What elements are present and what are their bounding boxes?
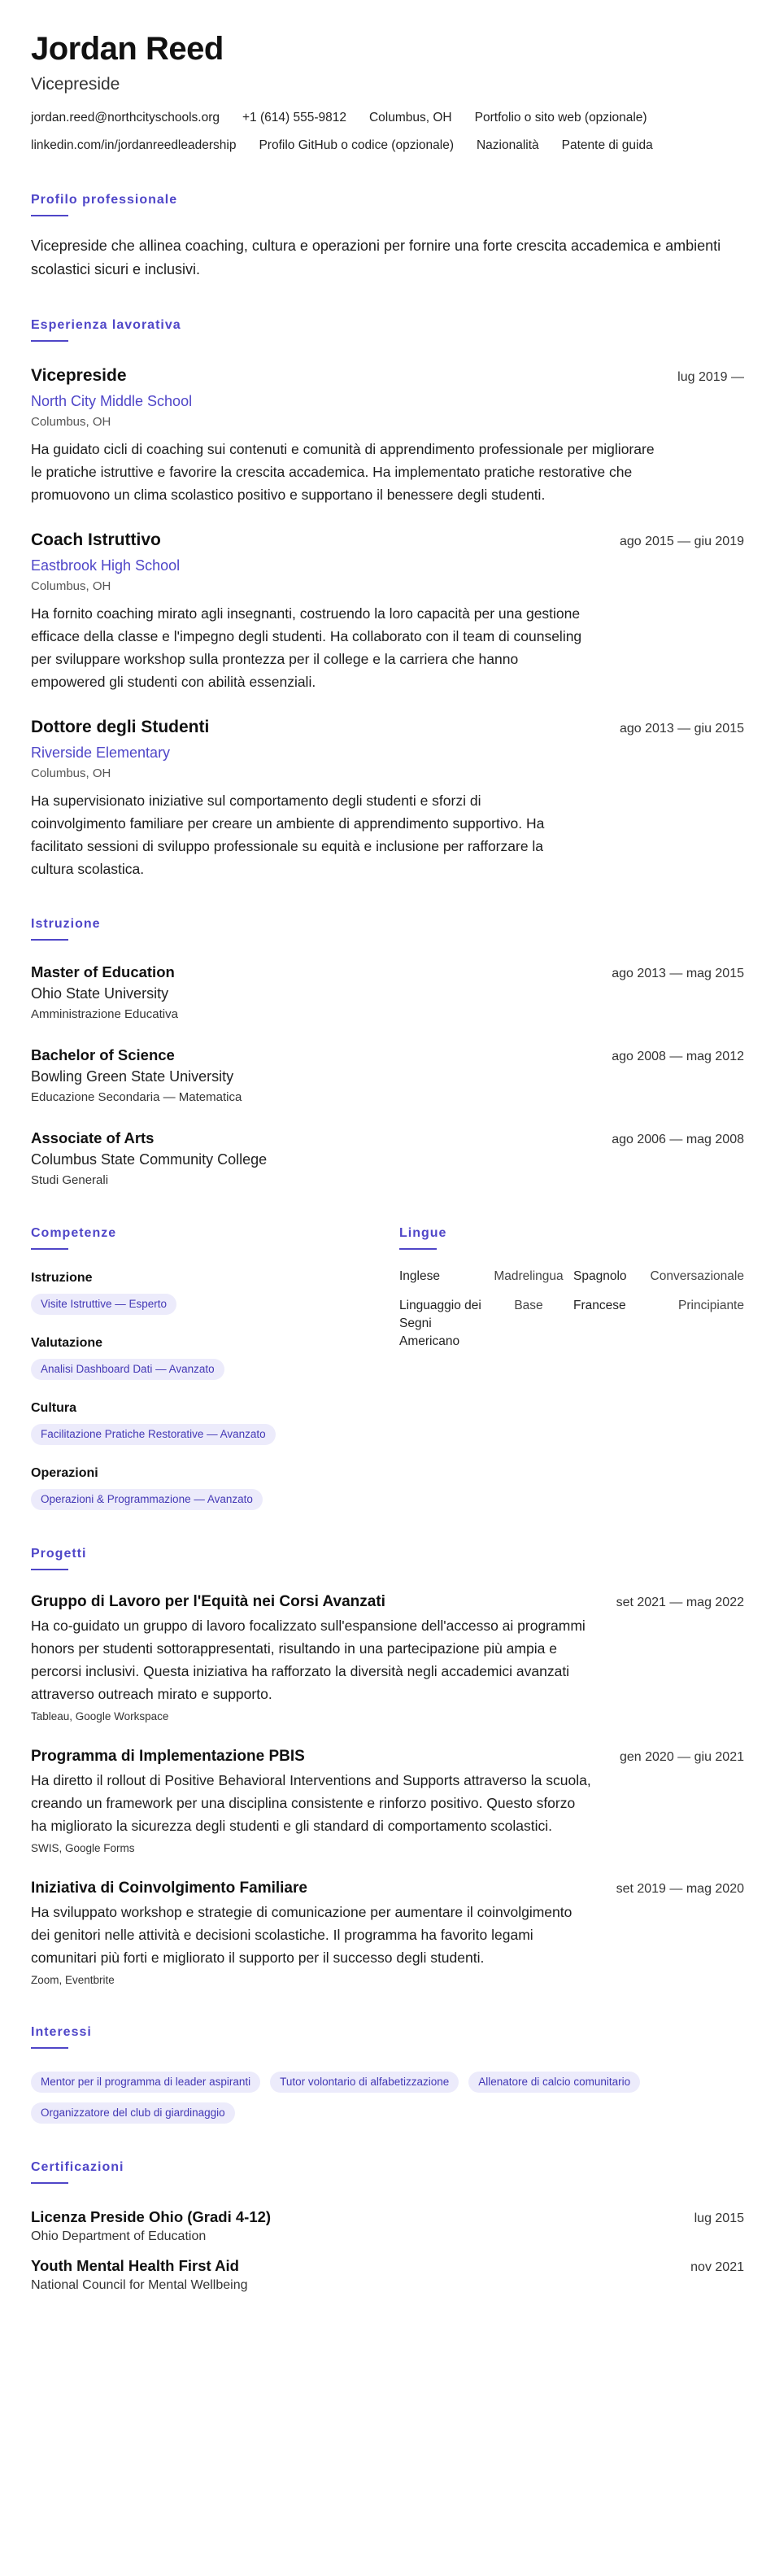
project-title: Gruppo di Lavoro per l'Equità nei Corsi Avanzati: [31, 1593, 385, 1610]
job-title: Dottore degli Studenti: [31, 718, 210, 736]
education-date: ago 2008 — mag 2012: [612, 1050, 744, 1063]
experience-section: [31, 317, 744, 880]
education-school: Columbus State Community College: [31, 1151, 268, 1168]
project-title: Programma di Implementazione PBIS: [31, 1748, 305, 1765]
language-name: Francese: [573, 1299, 626, 1312]
resume-header: [31, 29, 744, 156]
language-list: [399, 1268, 744, 1351]
contact-github[interactable]: Profilo GitHub o codice (opzionale): [259, 138, 454, 152]
project-tools: SWIS, Google Forms: [31, 1842, 135, 1854]
candidate-role: Vicepreside: [31, 75, 120, 94]
certification-entry: [31, 2207, 744, 2246]
education-entry: [31, 1045, 744, 1107]
skill-pill: Analisi Dashboard Dati — Avanzato: [31, 1359, 224, 1380]
education-degree: Associate of Arts: [31, 1129, 155, 1146]
section-title: Istruzione: [31, 917, 101, 931]
section-title: Esperienza lavorativa: [31, 318, 181, 332]
contact-driving-license: Patente di guida: [561, 138, 653, 152]
section-title: Competenze: [31, 1226, 117, 1240]
section-divider: [399, 1248, 437, 1250]
profile-section: [31, 192, 744, 282]
language-level: Principiante: [678, 1299, 744, 1312]
language-level: Madrelingua: [494, 1269, 564, 1283]
job-date: ago 2015 — giu 2019: [619, 535, 744, 548]
section-title: Lingue: [399, 1226, 447, 1240]
language-name: Inglese: [399, 1269, 440, 1283]
languages-section: [399, 1225, 744, 1510]
job-entry: [31, 529, 744, 693]
job-description: Ha guidato cicli di coaching sui contenuti e comunità di apprendimento professionale per migliorare le pratiche istruttive e favorire la crescita accademica. Ha implementato pratiche restorative che promuovono un clima scolastico positivo e supportano il benessere degli studenti.: [31, 441, 655, 503]
contact-nationality: Nazionalità: [476, 138, 539, 152]
education-degree: Bachelor of Science: [31, 1046, 175, 1063]
interest-pill: Organizzatore del club di giardinaggio: [31, 2102, 235, 2124]
education-school: Ohio State University: [31, 985, 169, 1002]
skill-category: Istruzione: [31, 1271, 93, 1285]
education-degree: Master of Education: [31, 963, 175, 980]
project-entry: [31, 1878, 744, 1989]
project-entry: [31, 1746, 744, 1857]
skill-group: [31, 1334, 399, 1380]
certification-title: Licenza Preside Ohio (Gradi 4-12): [31, 2208, 272, 2225]
project-tools: Tableau, Google Workspace: [31, 1710, 169, 1722]
section-divider: [31, 1569, 68, 1570]
section-divider: [31, 215, 68, 216]
project-title: Iniziativa di Coinvolgimento Familiare: [31, 1880, 307, 1897]
candidate-name: Jordan Reed: [31, 31, 224, 67]
projects-section: [31, 1546, 744, 1989]
contact-linkedin[interactable]: linkedin.com/in/jordanreedleadership: [31, 138, 237, 152]
job-title: Vicepreside: [31, 366, 127, 385]
job-location: Columbus, OH: [31, 415, 111, 429]
section-divider: [31, 2182, 68, 2184]
skill-pill: Facilitazione Pratiche Restorative — Avanzato: [31, 1424, 276, 1445]
education-date: ago 2006 — mag 2008: [612, 1133, 744, 1146]
job-entry: [31, 716, 744, 880]
interest-pill: Tutor volontario di alfabetizzazione: [270, 2072, 459, 2093]
certification-entry: [31, 2255, 744, 2294]
project-description: Ha sviluppato workshop e strategie di comunicazione per aumentare il coinvolgimento dei genitori nelle attività e decisioni scolastiche. Il programma ha favorito legami comunitari più forti e migliorato il supporto per il successo degli studenti.: [31, 1904, 573, 1966]
skill-group: [31, 1465, 399, 1510]
certification-issuer: National Council for Mental Wellbeing: [31, 2278, 248, 2292]
section-title: Interessi: [31, 2025, 92, 2039]
interest-pill: Mentor per il programma di leader aspiranti: [31, 2072, 260, 2093]
job-company: Riverside Elementary: [31, 744, 171, 761]
interest-list: [31, 2065, 747, 2124]
contact-location: Columbus, OH: [368, 111, 452, 124]
skill-category: Operazioni: [31, 1466, 98, 1480]
project-description: Ha diretto il rollout di Positive Behavioral Interventions and Supports attraverso la scuola, creando un framework per una disciplina consistente e rinforzo positivo. Questo sforzo ha migliorato la sicurezza degli studenti e gli standard di comportamento scolastici.: [31, 1772, 591, 1834]
project-entry: [31, 1591, 744, 1725]
job-title: Coach Istruttivo: [31, 530, 161, 549]
section-title: Certificazioni: [31, 2160, 124, 2174]
project-tools: Zoom, Eventbrite: [31, 1974, 115, 1986]
certification-date: nov 2021: [690, 2260, 744, 2274]
job-description: Ha fornito coaching mirato agli insegnanti, costruendo la loro capacità per una gestione efficace della classe e l'impegno degli studenti. Ha collaborato con il team di counseling per sviluppare workshop sulla prontezza per il college e la carriera che hanno empowered gli studenti con abilità essenziali.: [31, 605, 582, 690]
skill-category: Valutazione: [31, 1336, 103, 1350]
contact-email[interactable]: jordan.reed@northcityschools.org: [31, 111, 220, 124]
job-location: Columbus, OH: [31, 766, 111, 780]
contact-list: [31, 107, 747, 156]
job-date: lug 2019 —: [677, 370, 744, 384]
education-entry: [31, 1128, 744, 1190]
skill-pill: Operazioni & Programmazione — Avanzato: [31, 1489, 263, 1510]
job-company: North City Middle School: [31, 393, 193, 409]
interest-pill: Allenatore di calcio comunitario: [468, 2072, 640, 2093]
profile-summary: Vicepreside che allinea coaching, cultura e operazioni per fornire una forte crescita accademica e ambienti scolastici sicuri e inclusivi.: [31, 238, 721, 277]
education-field: Educazione Secondaria — Matematica: [31, 1090, 242, 1104]
job-location: Columbus, OH: [31, 579, 111, 593]
job-company: Eastbrook High School: [31, 557, 181, 574]
section-title: Progetti: [31, 1547, 87, 1561]
education-field: Studi Generali: [31, 1173, 109, 1187]
job-description: Ha supervisionato iniziative sul comportamento degli studenti e sforzi di coinvolgimento familiare per creare un ambiente di apprendimento supportivo. Ha facilitato sessioni di sviluppo professionale su equità e inclusione per rafforzare la cultura scolastica.: [31, 792, 545, 877]
job-date: ago 2013 — giu 2015: [619, 722, 744, 736]
certification-title: Youth Mental Health First Aid: [31, 2257, 239, 2274]
skill-category: Cultura: [31, 1401, 76, 1415]
section-divider: [31, 340, 68, 342]
project-date: gen 2020 — giu 2021: [619, 1750, 744, 1764]
interests-section: [31, 2024, 744, 2124]
skill-pill: Visite Istruttive — Esperto: [31, 1294, 176, 1315]
skills-languages-row: [31, 1225, 744, 1510]
language-level: Conversazionale: [650, 1269, 744, 1283]
job-entry: [31, 365, 744, 506]
contact-phone[interactable]: +1 (614) 555-9812: [242, 111, 346, 124]
skills-section: [31, 1225, 399, 1510]
education-field: Amministrazione Educativa: [31, 1007, 178, 1021]
project-description: Ha co-guidato un gruppo di lavoro focalizzato sull'espansione dell'accesso ai programmi honors per studenti sottorappresentati, risultando in una partecipazione più ampia e percorsi inclusivi. Questa iniziativa ha rafforzato la diversità negli accademici avanzati attraverso outreach mirato e supporto.: [31, 1618, 586, 1702]
education-section: [31, 916, 744, 1190]
education-date: ago 2013 — mag 2015: [612, 967, 744, 980]
language-level: Base: [514, 1299, 543, 1312]
section-divider: [31, 1248, 68, 1250]
section-title: Profilo professionale: [31, 193, 178, 207]
skill-group: [31, 1269, 399, 1315]
project-date: set 2021 — mag 2022: [616, 1596, 744, 1609]
education-school: Bowling Green State University: [31, 1068, 234, 1085]
certification-issuer: Ohio Department of Education: [31, 2229, 207, 2243]
certifications-section: [31, 2159, 744, 2294]
skill-group: [31, 1399, 399, 1445]
section-divider: [31, 2047, 68, 2049]
certification-date: lug 2015: [694, 2211, 744, 2225]
section-divider: [31, 939, 68, 941]
language-name: Spagnolo: [573, 1269, 627, 1283]
language-name: Linguaggio dei Segni Americano: [399, 1299, 481, 1348]
education-entry: [31, 962, 744, 1024]
contact-portfolio[interactable]: Portfolio o sito web (opzionale): [474, 111, 647, 124]
project-date: set 2019 — mag 2020: [616, 1882, 744, 1896]
